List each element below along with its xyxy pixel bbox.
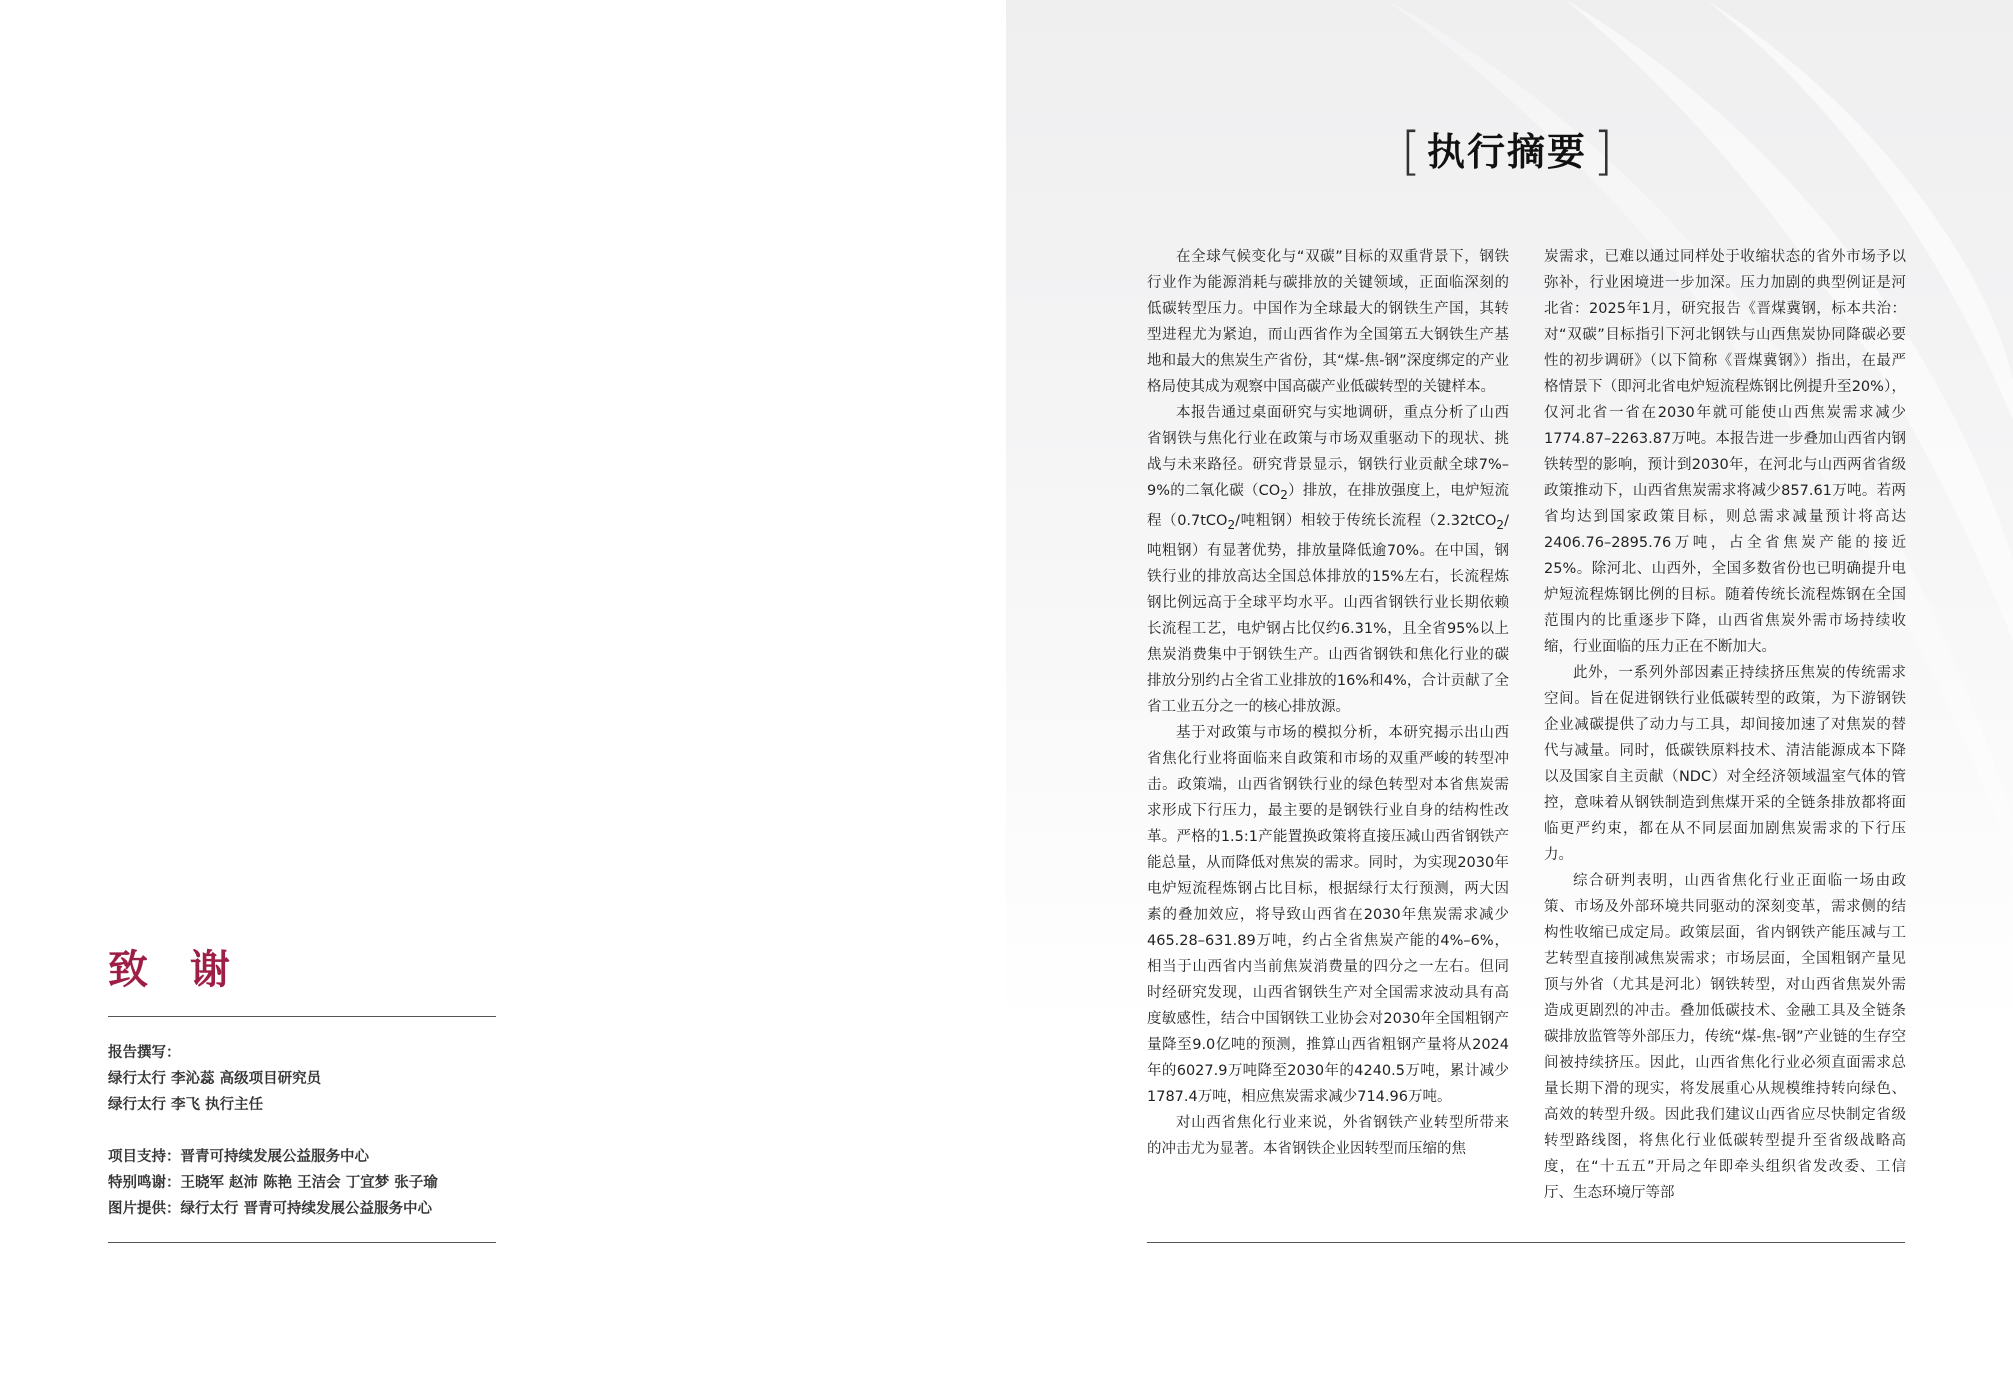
acknowledgement-credits (108, 1040, 508, 1222)
acknowledgement-bottom-divider (108, 1242, 496, 1243)
paragraph-2-part-a: 本报告通过桌面研究与实地调研，重点分析了山西省钢铁与焦化行业在政策与市场双重驱动下的现状、挑战与未来路径。研究背景显示，钢铁行业贡献全球7%–9%的二氧化碳（CO (1147, 405, 1509, 499)
credit-image-provider: 图片提供：绿行太行 晋青可持续发展公益服务中心 (108, 1201, 433, 1217)
summary-bottom-divider (1147, 1242, 1905, 1243)
executive-summary-title: 执行摘要 (1426, 129, 1587, 174)
acknowledgement-top-divider (108, 1016, 496, 1017)
acknowledgement-title: 致 谢 (108, 947, 244, 993)
summary-left-column (1147, 244, 1509, 1219)
summary-paragraph-3: 基于对政策与市场的模拟分析，本研究揭示出山西省焦化行业将面临来自政策和市场的双重严峻的转型冲击。政策端，山西省钢铁行业的绿色转型对本省焦炭需求形成下行压力，最主要的是钢铁行业自身的结构性改革。严格的1.5:1产能置换政策将直接压减山西省钢铁产能总量，从而降低对焦炭的需求。同时，为实现2030年电炉短流程炼钢占比目标，根据绿行太行预测，两大因素的叠加效应，将导致山西省在2030年焦炭需求减少465.28–631.89万吨，约占全省焦炭产能的4%–6%，相当于山西省内当前焦炭消费量的四分之一左右。但同时经研究发现，山西省钢铁生产对全国需求波动具有高度敏感性，结合中国钢铁工业协会对2030年全国粗钢产量降至9.0亿吨的预测，推算山西省粗钢产量将从2024年的6027.9万吨降至2030年的4240.5万吨，累计减少1787.4万吨，相应焦炭需求减少714.96万吨。 (1147, 724, 1509, 1105)
credit-writer-1: 绿行太行 李沁蕊 高级项目研究员 (108, 1071, 322, 1087)
left-page (0, 0, 1006, 1375)
paragraph-2-part-b: ）排放，在排放强度上，电炉短流程（0.7tCO (1147, 483, 1509, 529)
summary-paragraph-4-continued: 炭需求，已难以通过同样处于收缩状态的省外市场予以弥补，行业困境进一步加深。压力加剧的典型例证是河北省：2025年1月，研究报告《晋煤冀钢，标本共治：对“双碳”目标指引下河北钢铁与山西焦炭协同降碳必要性的初步调研》（以下简称《晋煤冀钢》）指出，在最严格情景下（即河北省电炉短流程炼钢比例提升至20%），仅河北省一省在2030年就可能使山西焦炭需求减少1774.87–2263.87万吨。本报告进一步叠加山西省内钢铁转型的影响，预计到2030年，在河北与山西两省省级政策推动下，山西省焦炭需求将减少857.61万吨。若两省均达到国家政策目标，则总需求减量预计将高达2406.76–2895.76万吨，占全省焦炭产能的接近25%。除河北、山西外，全国多数省份也已明确提升电炉短流程炼钢比例的目标。随着传统长流程炼钢在全国范围内的比重逐步下降，山西省焦炭外需市场持续收缩，行业面临的压力正在不断加大。 (1544, 249, 1906, 655)
credit-special-thanks: 特别鸣谢：王晓军 赵沛 陈艳 王洁会 丁宜梦 张子瑜 (108, 1175, 438, 1191)
co2-subscript: 2 (1496, 517, 1505, 532)
credit-spacer (108, 1118, 508, 1144)
paragraph-2-part-d: /吨粗钢）有显著优势，排放量降低逾70%。在中国，钢铁行业的排放高达全国总体排放的15%左右，长流程炼钢比例远高于全球平均水平。山西省钢铁行业长期依赖长流程工艺，电炉钢占比仅约6.31%，且全省95%以上焦炭消费集中于钢铁生产。山西省钢铁和焦化行业的碳排放分别约占全省工业排放的16%和4%，合计贡献了全省工业五分之一的核心排放源。 (1147, 512, 1509, 715)
paragraph-2-part-c: /吨粗钢）相较于传统长流程（2.32tCO (1235, 512, 1497, 529)
credit-writer-2: 绿行太行 李飞 执行主任 (108, 1097, 264, 1113)
co2-subscript: 2 (1227, 517, 1236, 532)
credit-project-support: 项目支持：晋青可持续发展公益服务中心 (108, 1149, 369, 1165)
summary-right-column (1544, 244, 1906, 1219)
summary-paragraph-5: 此外，一系列外部因素正持续挤压焦炭的传统需求空间。旨在促进钢铁行业低碳转型的政策，为下游钢铁企业减碳提供了动力与工具，却间接加速了对焦炭的替代与减量。同时，低碳铁原料技术、清洁能源成本下降以及国家自主贡献（NDC）对全经济领域温室气体的管控，意味着从钢铁制造到焦煤开采的全链条排放都将面临更严约束，都在从不同层面加剧焦炭需求的下行压力。 (1544, 665, 1906, 863)
executive-summary-heading (1392, 122, 1622, 182)
summary-paragraph-1: 在全球气候变化与“双碳”目标的双重背景下，钢铁行业作为能源消耗与碳排放的关键领域，正面临深刻的低碳转型压力。中国作为全球最大的钢铁生产国，其转型进程尤为紧迫，而山西省作为全国第五大钢铁生产基地和最大的焦炭生产省份，其“煤-焦-钢”深度绑定的产业格局使其成为观察中国高碳产业低碳转型的关键样本。 (1147, 249, 1509, 395)
summary-paragraph-2 (1147, 400, 1509, 720)
summary-paragraph-4: 对山西省焦化行业来说，外省钢铁产业转型所带来的冲击尤为显著。本省钢铁企业因转型而压缩的焦 (1147, 1114, 1509, 1157)
summary-paragraph-6: 综合研判表明，山西省焦化行业正面临一场由政策、市场及外部环境共同驱动的深刻变革，需求侧的结构性收缩已成定局。政策层面，省内钢铁产能压减与工艺转型直接削减焦炭需求；市场层面，全国粗钢产量见顶与外省（尤其是河北）钢铁转型，对山西省焦炭外需造成更剧烈的冲击。叠加低碳技术、金融工具及全链条碳排放监管等外部压力，传统“煤-焦-钢”产业链的生存空间被持续挤压。因此，山西省焦化行业必须直面需求总量长期下滑的现实，将发展重心从规模维持转向绿色、高效的转型升级。因此我们建议山西省应尽快制定省级转型路线图，将焦化行业低碳转型提升至省级战略高度，在“十五五”开局之年即牵头组织省发改委、工信厅、生态环境厅等部 (1544, 873, 1906, 1201)
right-bracket: ] (1593, 122, 1614, 182)
credit-writers-label: 报告撰写： (108, 1045, 181, 1061)
co2-subscript: 2 (1280, 487, 1288, 502)
left-bracket: [ (1400, 122, 1421, 182)
